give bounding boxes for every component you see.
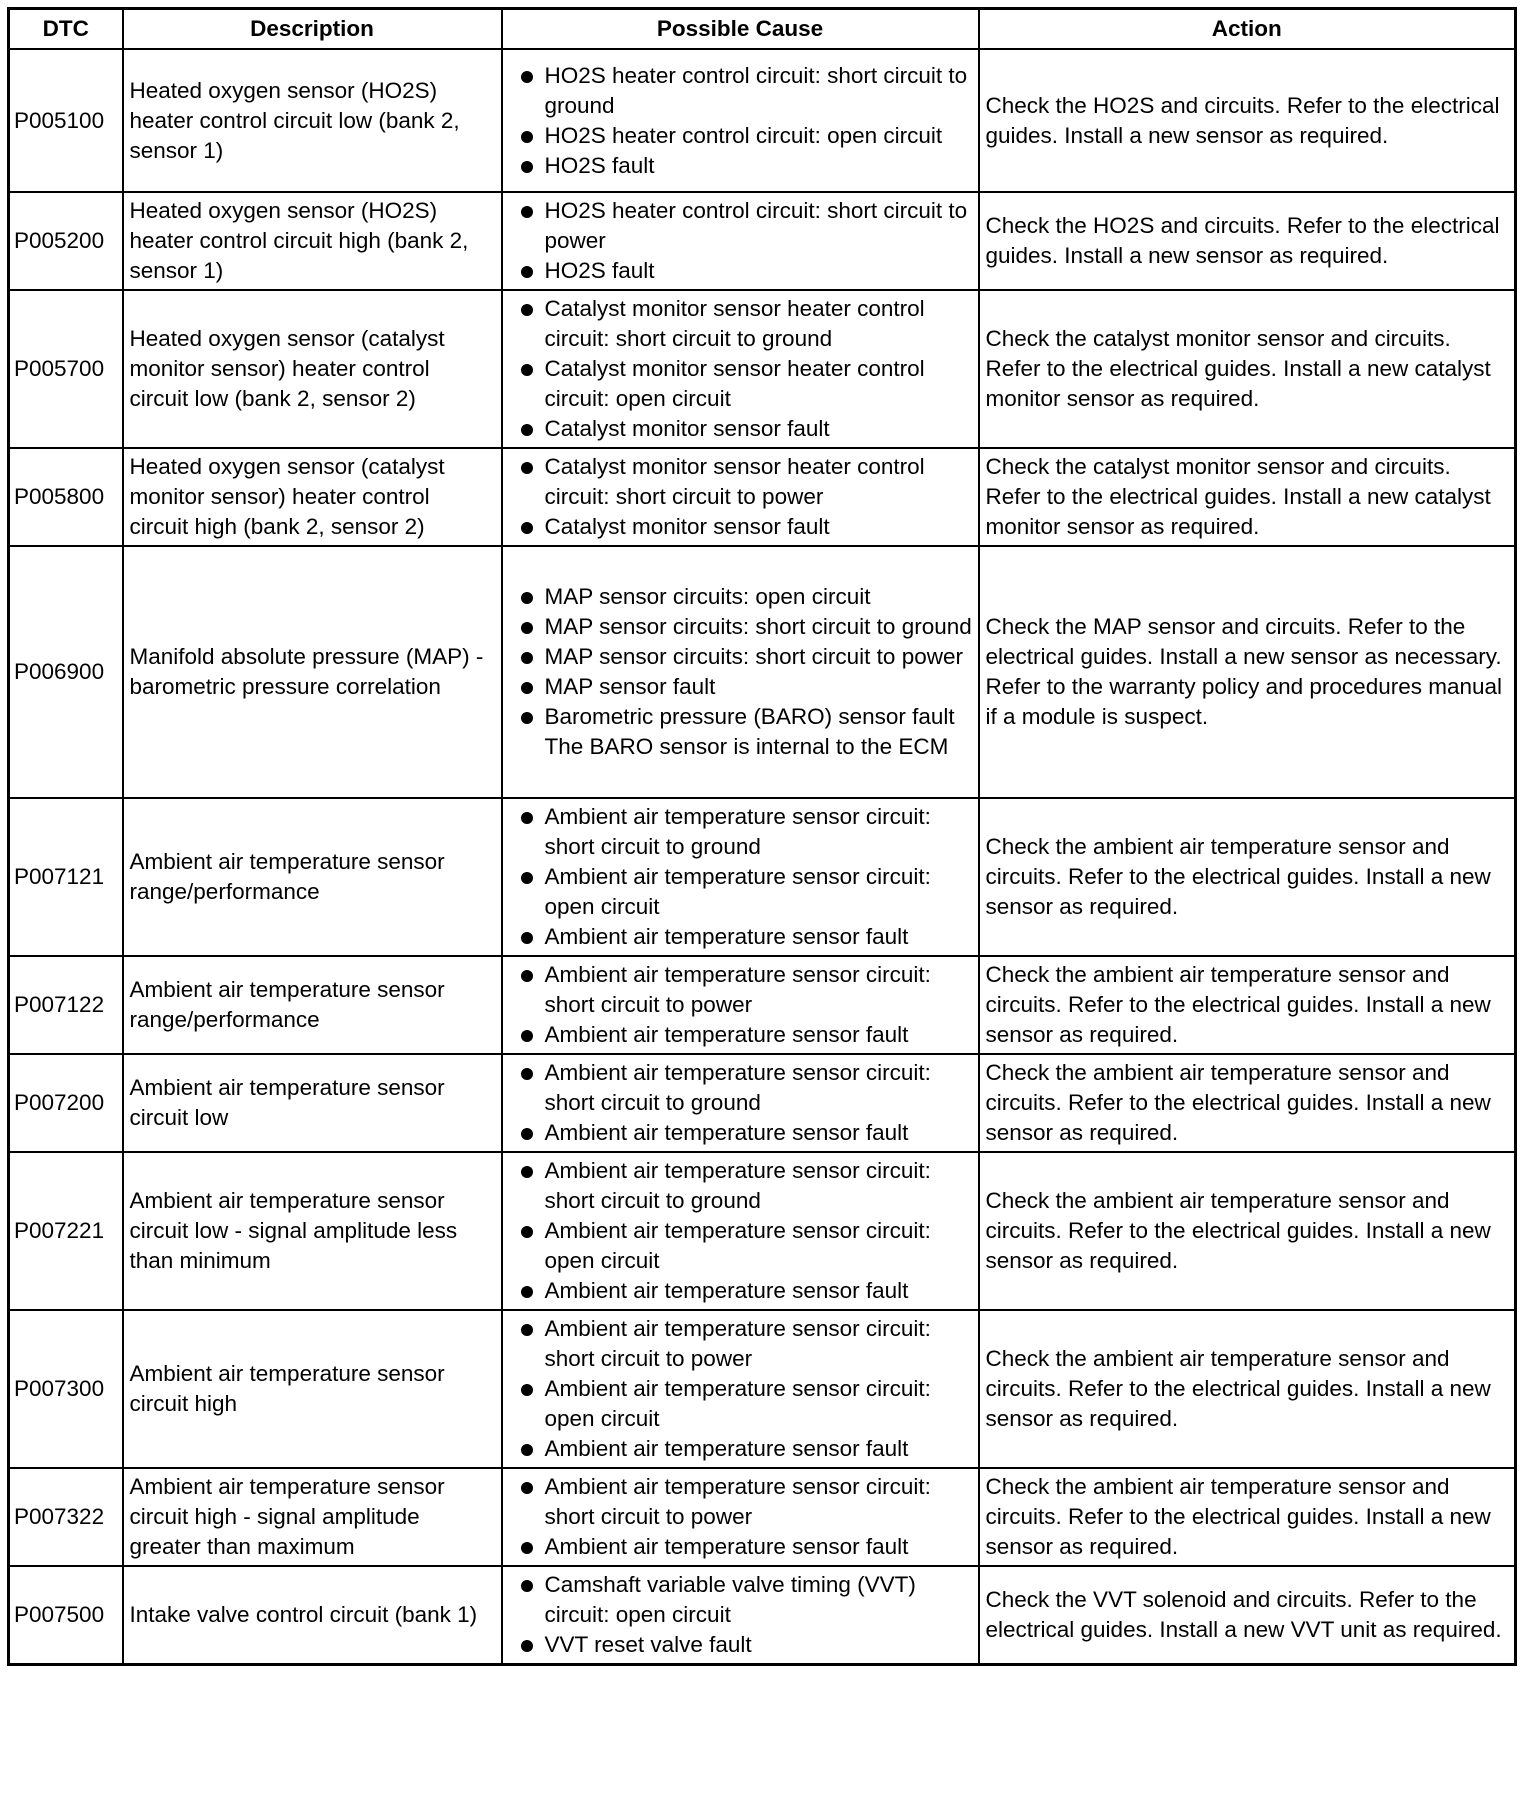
possible-cause-cell [502,956,979,1054]
possible-cause-cell [502,1310,979,1468]
cause-item: Ambient air temperature sensor circuit: open circuit [509,862,974,922]
cause-list [509,1156,974,1306]
dtc-description: Heated oxygen sensor (HO2S) heater control circuit low (bank 2, sensor 1) [123,49,502,192]
cause-item: HO2S fault [509,256,974,286]
cause-list [509,61,974,181]
dtc-description: Intake valve control circuit (bank 1) [123,1566,502,1665]
dtc-action: Check the catalyst monitor sensor and circuits. Refer to the electrical guides. Install a new catalyst monitor sensor as required. [979,290,1516,448]
dtc-action: Check the MAP sensor and circuits. Refer to the electrical guides. Install a new sensor as necessary. Refer to the warranty policy and procedures manual if a module is suspect. [979,546,1516,798]
cause-item: Ambient air temperature sensor fault [509,1118,974,1148]
possible-cause-cell [502,192,979,290]
dtc-description: Ambient air temperature sensor circuit low - signal amplitude less than minimum [123,1152,502,1310]
dtc-description: Ambient air temperature sensor circuit low [123,1054,502,1152]
table-row [9,290,1516,448]
cause-item: Catalyst monitor sensor fault [509,512,974,542]
cause-item: MAP sensor fault [509,672,974,702]
cause-item: Ambient air temperature sensor fault [509,1434,974,1464]
dtc-code: P007121 [9,798,123,956]
header-description: Description [123,9,502,50]
dtc-code: P005200 [9,192,123,290]
cause-item: HO2S heater control circuit: short circuit to power [509,196,974,256]
header-dtc: DTC [9,9,123,50]
dtc-code: P005800 [9,448,123,546]
cause-list [509,294,974,444]
possible-cause-cell [502,1054,979,1152]
table-row [9,956,1516,1054]
dtc-description: Ambient air temperature sensor range/performance [123,956,502,1054]
cause-item: MAP sensor circuits: open circuit [509,582,974,612]
dtc-table [7,7,1517,1666]
dtc-code: P006900 [9,546,123,798]
cause-list [509,452,974,542]
dtc-description: Heated oxygen sensor (HO2S) heater control circuit high (bank 2, sensor 1) [123,192,502,290]
dtc-description: Ambient air temperature sensor range/performance [123,798,502,956]
cause-list [509,1472,974,1562]
dtc-code: P005100 [9,49,123,192]
dtc-description: Manifold absolute pressure (MAP) - barometric pressure correlation [123,546,502,798]
table-row [9,448,1516,546]
cause-list [509,1058,974,1148]
dtc-action: Check the VVT solenoid and circuits. Refer to the electrical guides. Install a new VVT unit as required. [979,1566,1516,1665]
table-row [9,1566,1516,1665]
dtc-code: P007122 [9,956,123,1054]
dtc-action: Check the ambient air temperature sensor and circuits. Refer to the electrical guides. Install a new sensor as required. [979,1310,1516,1468]
possible-cause-cell [502,448,979,546]
dtc-description: Ambient air temperature sensor circuit high [123,1310,502,1468]
dtc-code: P007500 [9,1566,123,1665]
cause-item: Ambient air temperature sensor circuit: short circuit to power [509,1472,974,1532]
table-row [9,49,1516,192]
header-row [9,9,1516,50]
dtc-code: P005700 [9,290,123,448]
cause-item: HO2S heater control circuit: short circuit to ground [509,61,974,121]
cause-list [509,1314,974,1464]
cause-list [509,196,974,286]
possible-cause-cell [502,798,979,956]
cause-list [509,960,974,1050]
possible-cause-cell [502,546,979,798]
dtc-code: P007322 [9,1468,123,1566]
table-row [9,1310,1516,1468]
dtc-action: Check the ambient air temperature sensor and circuits. Refer to the electrical guides. Install a new sensor as required. [979,1152,1516,1310]
header-action: Action [979,9,1516,50]
cause-item: Catalyst monitor sensor heater control circuit: open circuit [509,354,974,414]
table-row [9,1152,1516,1310]
possible-cause-cell [502,49,979,192]
table-row [9,798,1516,956]
dtc-action: Check the HO2S and circuits. Refer to the electrical guides. Install a new sensor as required. [979,49,1516,192]
cause-item: Ambient air temperature sensor fault [509,922,974,952]
table-row [9,546,1516,798]
cause-item: Ambient air temperature sensor fault [509,1532,974,1562]
cause-list [509,1570,974,1660]
dtc-action: Check the ambient air temperature sensor and circuits. Refer to the electrical guides. Install a new sensor as required. [979,956,1516,1054]
cause-item: Ambient air temperature sensor circuit: short circuit to ground [509,802,974,862]
dtc-description: Heated oxygen sensor (catalyst monitor sensor) heater control circuit high (bank 2, sensor 2) [123,448,502,546]
cause-item: VVT reset valve fault [509,1630,974,1660]
cause-item: Barometric pressure (BARO) sensor fault The BARO sensor is internal to the ECM [509,702,974,762]
header-possible-cause: Possible Cause [502,9,979,50]
dtc-description: Heated oxygen sensor (catalyst monitor sensor) heater control circuit low (bank 2, sensor 2) [123,290,502,448]
cause-item: MAP sensor circuits: short circuit to power [509,642,974,672]
possible-cause-cell [502,1152,979,1310]
cause-item: Ambient air temperature sensor circuit: open circuit [509,1216,974,1276]
dtc-code: P007200 [9,1054,123,1152]
cause-item: HO2S heater control circuit: open circuit [509,121,974,151]
dtc-action: Check the HO2S and circuits. Refer to the electrical guides. Install a new sensor as required. [979,192,1516,290]
possible-cause-cell [502,290,979,448]
dtc-action: Check the ambient air temperature sensor and circuits. Refer to the electrical guides. Install a new sensor as required. [979,1468,1516,1566]
cause-item: Ambient air temperature sensor circuit: open circuit [509,1374,974,1434]
cause-item: Ambient air temperature sensor fault [509,1020,974,1050]
cause-item: HO2S fault [509,151,974,181]
table-header [9,9,1516,50]
cause-item: Camshaft variable valve timing (VVT) circuit: open circuit [509,1570,974,1630]
table-body [9,49,1516,1665]
cause-item: Catalyst monitor sensor fault [509,414,974,444]
dtc-action: Check the ambient air temperature sensor and circuits. Refer to the electrical guides. Install a new sensor as required. [979,798,1516,956]
cause-list [509,582,974,762]
possible-cause-cell [502,1468,979,1566]
cause-item: Catalyst monitor sensor heater control circuit: short circuit to ground [509,294,974,354]
dtc-code: P007300 [9,1310,123,1468]
dtc-description: Ambient air temperature sensor circuit high - signal amplitude greater than maximum [123,1468,502,1566]
table-row [9,1468,1516,1566]
cause-item: Ambient air temperature sensor circuit: short circuit to power [509,1314,974,1374]
cause-item: MAP sensor circuits: short circuit to ground [509,612,974,642]
table-row [9,192,1516,290]
dtc-code: P007221 [9,1152,123,1310]
table-row [9,1054,1516,1152]
possible-cause-cell [502,1566,979,1665]
cause-list [509,802,974,952]
cause-item: Ambient air temperature sensor circuit: short circuit to ground [509,1058,974,1118]
cause-item: Ambient air temperature sensor fault [509,1276,974,1306]
cause-item: Catalyst monitor sensor heater control circuit: short circuit to power [509,452,974,512]
dtc-action: Check the ambient air temperature sensor and circuits. Refer to the electrical guides. Install a new sensor as required. [979,1054,1516,1152]
cause-item: Ambient air temperature sensor circuit: short circuit to power [509,960,974,1020]
cause-item: Ambient air temperature sensor circuit: short circuit to ground [509,1156,974,1216]
dtc-action: Check the catalyst monitor sensor and circuits. Refer to the electrical guides. Install a new catalyst monitor sensor as required. [979,448,1516,546]
